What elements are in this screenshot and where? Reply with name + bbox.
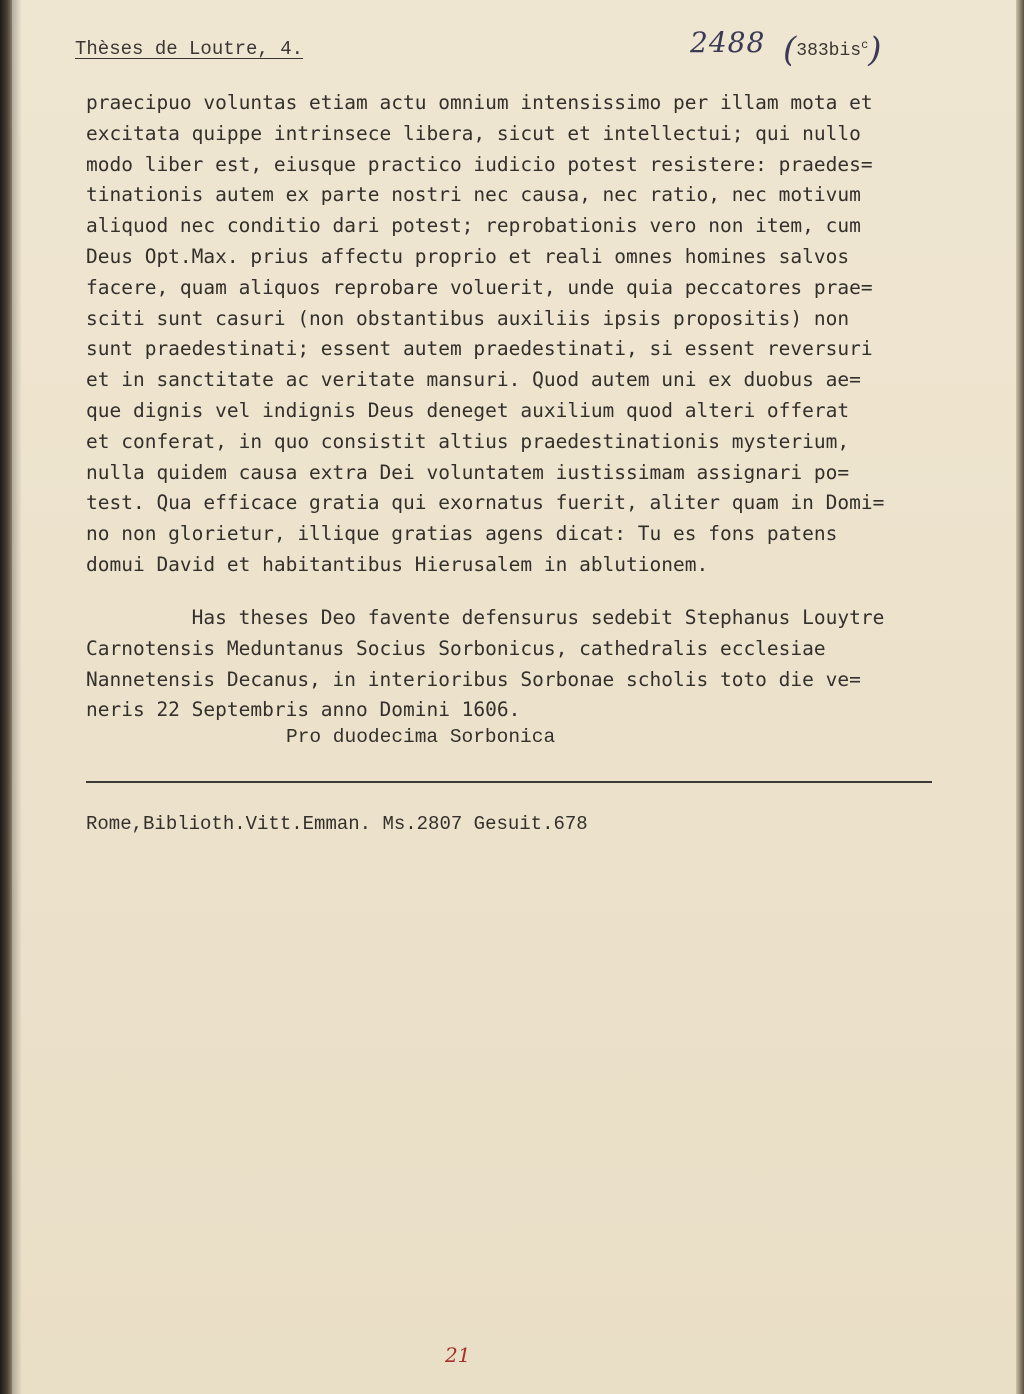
scan-right-edge bbox=[1016, 0, 1024, 1394]
source-citation: Rome,Biblioth.Vitt.Emman. Ms.2807 Gesuit.678 bbox=[86, 813, 588, 835]
scan-binding-edge bbox=[0, 0, 12, 1394]
handwritten-catalogue-number: 2488 bbox=[690, 26, 766, 59]
shelfmark-text: 383bis bbox=[796, 41, 862, 61]
thesis-body-text: praecipuo voluntas etiam actu omnium intensissimo per illam mota et excitata quippe intrinsece libera, sicut et intellectui; qui nullo modo liber est, eiusque practico iudicio potest resistere: praedes= tinationis autem ex parte nostri nec causa, nec ratio, nec motivum aliquod nec conditio dari potest; reprobationis vero non item, cum Deus Opt.Max. prius affectu proprio et reali omnes homines salvos facere, quam aliquos reprobare voluerit, unde quia peccatores prae= sciti sunt casuri (non obstantibus auxiliis ipsis propositis) non sunt praedestinati; essent autem praedestinati, si essent reversuri et in sanctitate ac veritate mansuri. Quod autem uni ex duobus ae= que dignis vel indignis Deus deneget auxilium quod alteri offerat et conferat, in quo consistit altius praedestinationis mysterium, nulla quidem causa extra Dei voluntatem iustissimam assignari po= test. Qua efficace gratia qui exornatus fuerit, aliter quam in Domi= no non glorietur, illique gratias agens dicat: Tu es fons patens domui David et habitantibus Hierusalem in ablutionem. bbox=[86, 91, 885, 576]
page-title: Thèses de Loutre, 4. bbox=[75, 38, 304, 60]
shelfmark-superscript: c bbox=[861, 38, 869, 52]
shelfmark-reference: (383bis$^c$) bbox=[783, 30, 882, 70]
closing-line: Pro duodecima Sorbonica bbox=[286, 726, 556, 748]
defense-paragraph: Has theses Deo favente defensurus sedebit Stephanus Louytre Carnotensis Meduntanus Socius Sorbonicus, cathedralis ecclesiae Nannetensis Decanus, in interioribus Sorbonae scholis toto die ve= neris 22 Septembris anno Domini 1606. bbox=[86, 606, 885, 722]
horizontal-rule bbox=[86, 781, 932, 783]
folio-number: 21 bbox=[445, 1343, 471, 1367]
